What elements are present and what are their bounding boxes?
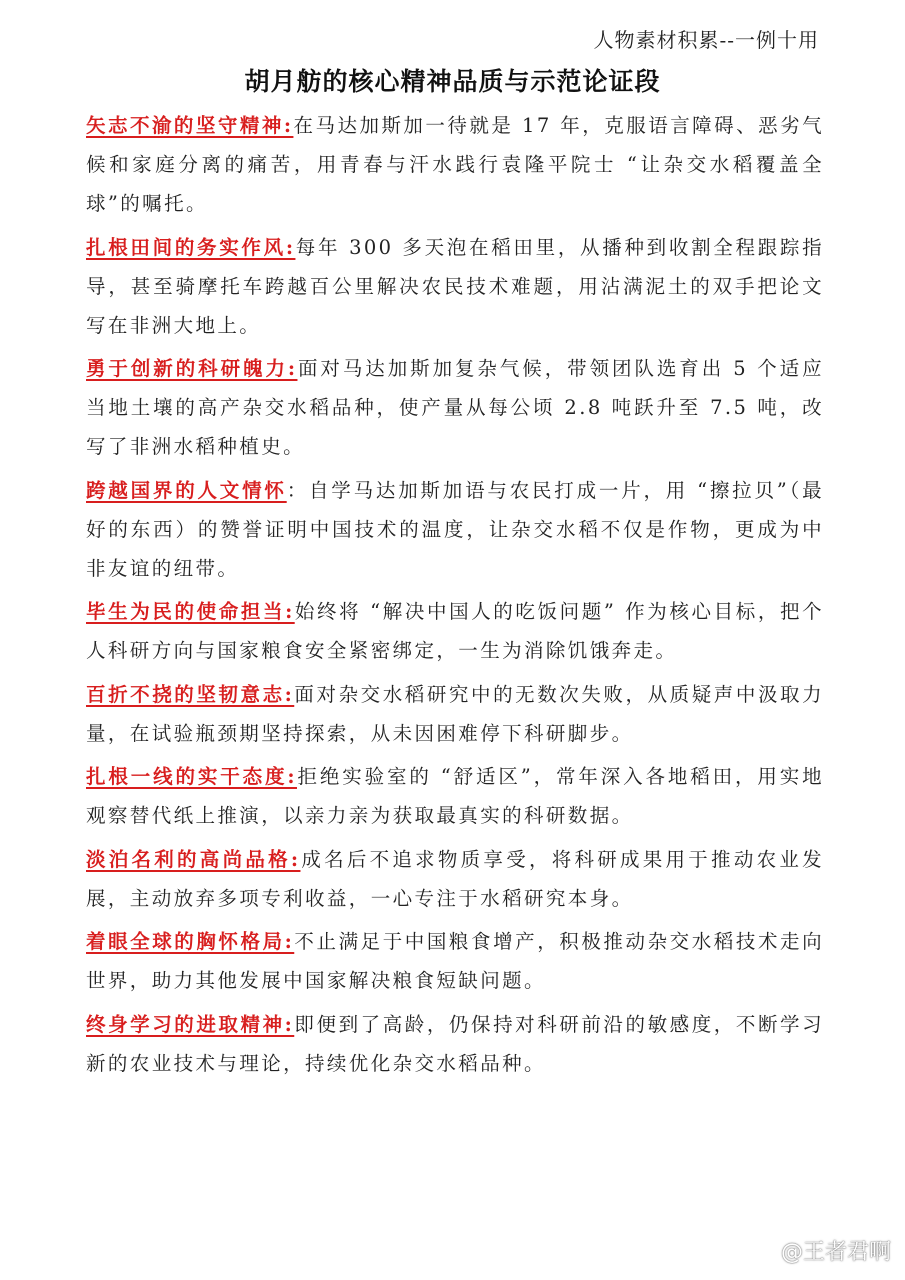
- paragraph-text: 在马达加斯加一待就是 17 年，克服语言障碍、恶劣气候和家庭分离的痛苦，用青春与汗水践行袁隆平院士 “让杂交水稻覆盖全球”的嘱托。: [86, 114, 824, 215]
- paragraph-lead: 勇于创新的科研魄力:: [86, 357, 298, 380]
- paragraph-8: [86, 840, 824, 918]
- paragraph-1: [86, 106, 824, 223]
- paragraph-9: [86, 922, 824, 1000]
- paragraph-lead: 百折不挠的坚韧意志:: [86, 682, 295, 706]
- paragraph-10: [86, 1005, 824, 1083]
- paragraph-4: [86, 471, 824, 588]
- paragraph-text: 拒绝实验室的 “舒适区”，常年深入各地稻田，用实地观察替代纸上推演，以亲力亲为获取最真实的科研数据。: [86, 765, 825, 827]
- paragraph-2: [86, 228, 824, 345]
- paragraph-7: [86, 757, 824, 835]
- paragraph-lead: 矢志不渝的坚守精神:: [86, 114, 294, 137]
- paragraph-text: 面对马达加斯加复杂气候，带领团队选育出 5 个适应当地土壤的高产杂交水稻品种，使产量从每公顷 2.8 吨跃升至 7.5 吨，改写了非洲水稻种植史。: [86, 357, 824, 458]
- paragraph-lead: 淡泊名利的高尚品格:: [86, 847, 301, 871]
- paragraph-list: [86, 106, 824, 1087]
- paragraph-text: ：自学马达加斯加语与农民打成一片，用 “擦拉贝”（最好的东西）的赞誉证明中国技术的温度，让杂交水稻不仅是作物，更成为中非友谊的纽带。: [86, 478, 824, 580]
- paragraph-lead: 扎根田间的务实作风:: [86, 235, 296, 259]
- header-note: 人物素材积累--一例十用: [593, 28, 819, 52]
- paragraph-lead: 扎根一线的实干态度:: [86, 765, 297, 788]
- paragraph-lead: 跨越国界的人文情怀: [86, 478, 287, 502]
- paragraph-text: 每年 300 多天泡在稻田里，从播种到收割全程跟踪指导，甚至骑摩托车跨越百公里解决农民技术难题，用沾满泥土的双手把论文写在非洲大地上。: [86, 235, 824, 337]
- paragraph-text: 即便到了高龄，仍保持对科研前沿的敏感度，不断学习新的农业技术与理论，持续优化杂交水稻品种。: [86, 1012, 824, 1075]
- paragraph-lead: 毕生为民的使命担当:: [86, 600, 295, 623]
- page-title: 胡月舫的核心精神品质与示范论证段: [244, 67, 661, 96]
- watermark-text: @王者君啊: [780, 1239, 891, 1265]
- paragraph-lead: 终身学习的进取精神:: [86, 1012, 295, 1036]
- paragraph-lead: 着眼全球的胸怀格局:: [86, 930, 295, 953]
- paragraph-3: [86, 349, 824, 466]
- paragraph-text: 不止满足于中国粮食增产，积极推动杂交水稻技术走向世界，助力其他发展中国家解决粮食短缺问题。: [86, 930, 824, 992]
- weibo-icon: [745, 1234, 775, 1266]
- paragraph-text: 成名后不追求物质享受，将科研成果用于推动农业发展，主动放弃多项专利收益，一心专注于水稻研究本身。: [86, 847, 825, 910]
- watermark: [745, 1234, 891, 1266]
- paragraph-text: 始终将 “解决中国人的吃饭问题” 作为核心目标，把个人科研方向与国家粮食安全紧密绑定，一生为消除饥饿奔走。: [86, 600, 824, 662]
- paragraph-text: 面对杂交水稻研究中的无数次失败，从质疑声中汲取力量，在试验瓶颈期坚持探索，从未因困难停下科研脚步。: [86, 682, 824, 745]
- paragraph-5: [86, 592, 824, 670]
- paragraph-6: [86, 675, 824, 753]
